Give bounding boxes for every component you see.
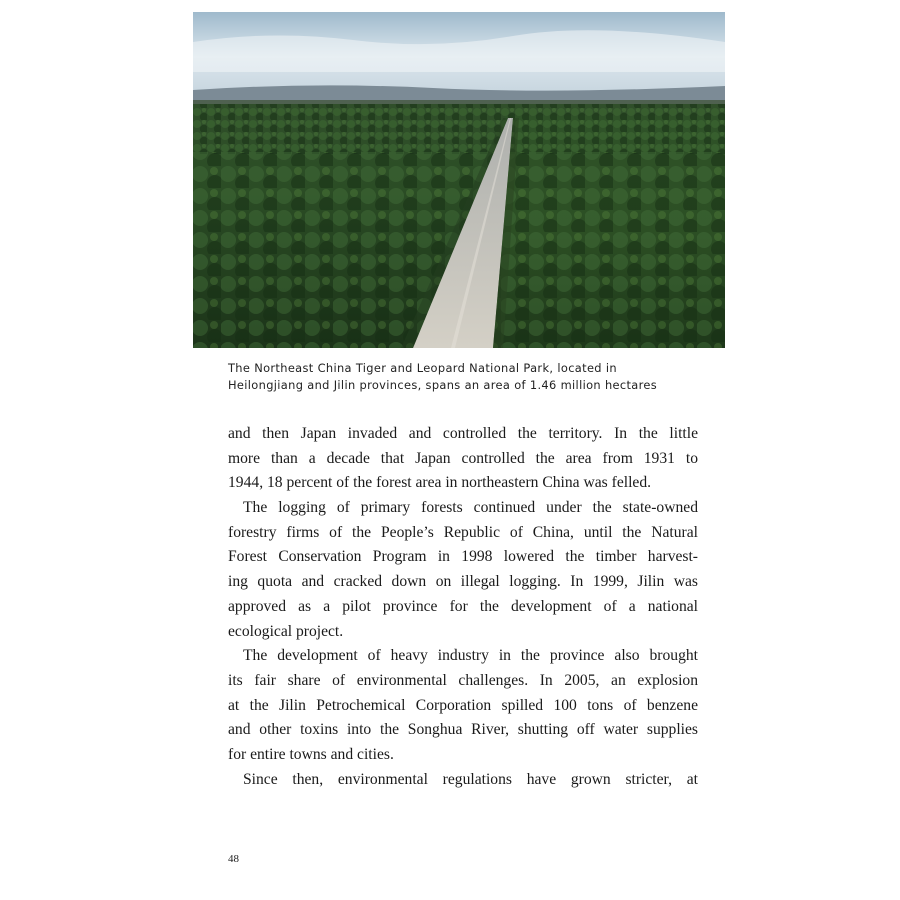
text-line: 1944, 18 percent of the forest area in northeastern China was felled. bbox=[228, 474, 652, 492]
text-line: approved as a pilot province for the development of a national bbox=[228, 597, 698, 615]
text-line: ecological project. bbox=[228, 622, 344, 640]
caption-line: The Northeast China Tiger and Leopard National Park, located in bbox=[228, 361, 617, 375]
text-line: Since then, environmental regulations have grown stricter, at bbox=[243, 770, 698, 788]
text-line: at the Jilin Petrochemical Corporation spilled 100 tons of benzene bbox=[228, 696, 698, 714]
text-line: and other toxins into the Songhua River, shutting off water supplies bbox=[228, 721, 698, 739]
text-line: Forest Conservation Program in 1998 lowered the timber harvest- bbox=[228, 548, 698, 566]
caption-line: Heilongjiang and Jilin provinces, spans an area of 1.46 million hectares bbox=[228, 377, 658, 392]
text-line: The logging of primary forests continued under the state-owned bbox=[243, 499, 698, 517]
text-line: forestry firms of the People’s Republic of China, until the Natural bbox=[228, 523, 698, 541]
text-line: ing quota and cracked down on illegal logging. In 1999, Jilin was bbox=[228, 573, 698, 591]
page-number: 48 bbox=[228, 853, 239, 865]
text-line: and then Japan invaded and controlled the territory. In the little bbox=[228, 425, 698, 442]
text-line: for entire towns and cities. bbox=[228, 745, 394, 763]
body-text bbox=[228, 422, 698, 792]
text-line: more than a decade that Japan controlled the area from 1931 to bbox=[228, 449, 698, 467]
text-line: The development of heavy industry in the province also brought bbox=[243, 647, 698, 665]
text-line: its fair share of environmental challenges. In 2005, an explosion bbox=[228, 671, 698, 689]
figure-caption bbox=[228, 360, 708, 393]
forest-road-photo bbox=[193, 12, 725, 348]
